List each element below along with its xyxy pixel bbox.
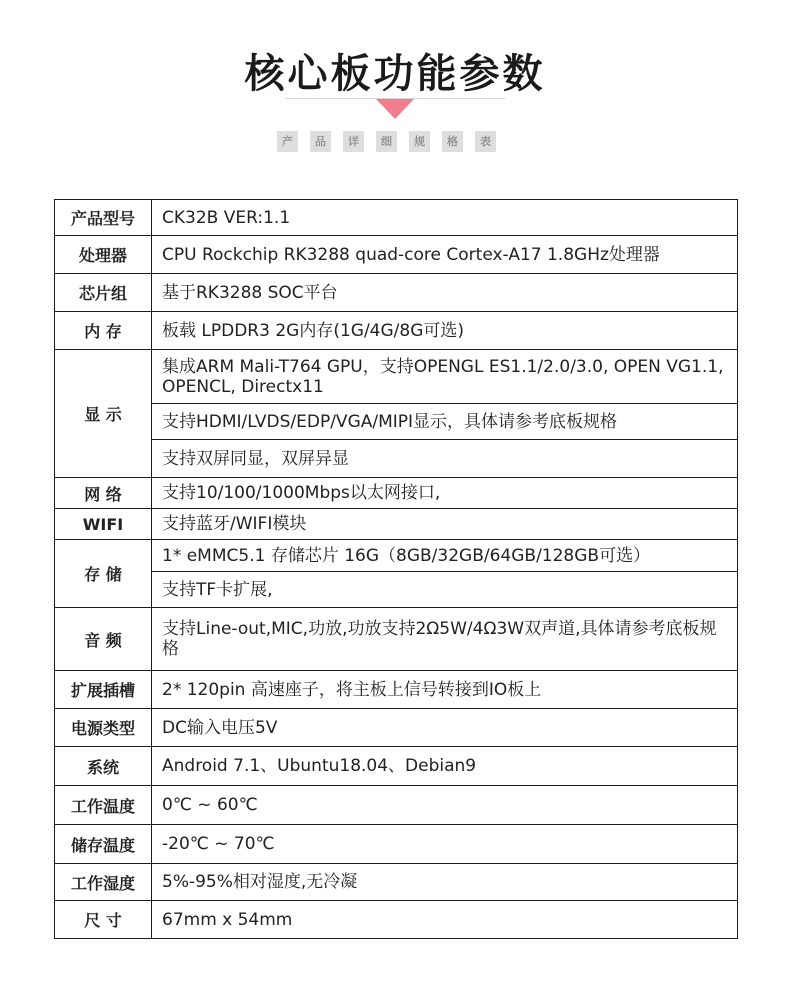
spec-value: 0℃ ~ 60℃ bbox=[152, 786, 738, 825]
table-row bbox=[55, 440, 738, 478]
subtitle-char: 表 bbox=[475, 131, 496, 152]
spec-key: 网 络 bbox=[55, 478, 152, 509]
table-row bbox=[55, 200, 738, 236]
spec-key: 产品型号 bbox=[55, 200, 152, 236]
table-row bbox=[55, 404, 738, 440]
spec-key: 显 示 bbox=[55, 350, 152, 478]
spec-value: 支持10/100/1000Mbps以太网接口, bbox=[152, 478, 738, 509]
table-row bbox=[55, 901, 738, 939]
spec-value: Android 7.1、Ubuntu18.04、Debian9 bbox=[152, 747, 738, 786]
table-row bbox=[55, 274, 738, 312]
spec-key: 音 频 bbox=[55, 608, 152, 671]
table-row bbox=[55, 786, 738, 825]
table-row bbox=[55, 608, 738, 671]
table-row bbox=[55, 747, 738, 786]
table-row bbox=[55, 509, 738, 540]
subtitle-char: 规 bbox=[409, 131, 430, 152]
spec-value: 支持TF卡扩展, bbox=[152, 572, 738, 608]
spec-value: DC输入电压5V bbox=[152, 709, 738, 747]
spec-value: 支持Line-out,MIC,功放,功放支持2Ω5W/4Ω3W双声道,具体请参考底板规格 bbox=[152, 608, 738, 671]
subtitle-char: 产 bbox=[277, 131, 298, 152]
spec-value: 支持双屏同显，双屏异显 bbox=[152, 440, 738, 478]
spec-value: 67mm x 54mm bbox=[152, 901, 738, 939]
spec-value: CPU Rockchip RK3288 quad-core Cortex-A17 1.8GHz处理器 bbox=[152, 236, 738, 274]
table-row bbox=[55, 478, 738, 509]
spec-value: 5%-95%相对湿度,无冷凝 bbox=[152, 864, 738, 901]
spec-value: 2* 120pin 高速座子，将主板上信号转接到IO板上 bbox=[152, 671, 738, 709]
page-title: 核心板功能参数 bbox=[244, 51, 546, 97]
spec-value: 集成ARM Mali-T764 GPU，支持OPENGL ES1.1/2.0/3.0, OPEN VG1.1, OPENCL, Directx11 bbox=[152, 350, 738, 404]
table-row bbox=[55, 671, 738, 709]
table-row bbox=[55, 350, 738, 404]
table-row bbox=[55, 540, 738, 572]
spec-key: 扩展插槽 bbox=[55, 671, 152, 709]
table-row bbox=[55, 825, 738, 864]
subtitle-chars bbox=[277, 131, 496, 155]
subtitle-char: 格 bbox=[442, 131, 463, 152]
spec-key: 电源类型 bbox=[55, 709, 152, 747]
subtitle-char: 品 bbox=[310, 131, 331, 152]
spec-key: 芯片组 bbox=[55, 274, 152, 312]
spec-key: 工作湿度 bbox=[55, 864, 152, 901]
spec-key: 存 储 bbox=[55, 540, 152, 608]
table-row bbox=[55, 709, 738, 747]
spec-value: 板载 LPDDR3 2G内存(1G/4G/8G可选) bbox=[152, 312, 738, 350]
spec-key: 处理器 bbox=[55, 236, 152, 274]
spec-key: 储存温度 bbox=[55, 825, 152, 864]
table-row bbox=[55, 236, 738, 274]
spec-value: 基于RK3288 SOC平台 bbox=[152, 274, 738, 312]
table-row bbox=[55, 572, 738, 608]
spec-value: 支持HDMI/LVDS/EDP/VGA/MIPI显示，具体请参考底板规格 bbox=[152, 404, 738, 440]
table-row bbox=[55, 312, 738, 350]
spec-value: 1* eMMC5.1 存储芯片 16G（8GB/32GB/64GB/128GB可选） bbox=[152, 540, 738, 572]
spec-table bbox=[54, 199, 738, 939]
table-row bbox=[55, 864, 738, 901]
spec-value: -20℃ ~ 70℃ bbox=[152, 825, 738, 864]
spec-key: 内 存 bbox=[55, 312, 152, 350]
spec-value: 支持蓝牙/WIFI模块 bbox=[152, 509, 738, 540]
spec-key: 系统 bbox=[55, 747, 152, 786]
subtitle-char: 详 bbox=[343, 131, 364, 152]
spec-key: 尺 寸 bbox=[55, 901, 152, 939]
spec-key: 工作温度 bbox=[55, 786, 152, 825]
pink-triangle-icon bbox=[376, 99, 414, 119]
subtitle-char: 细 bbox=[376, 131, 397, 152]
spec-key: WIFI bbox=[55, 509, 152, 540]
spec-value: CK32B VER:1.1 bbox=[152, 200, 738, 236]
